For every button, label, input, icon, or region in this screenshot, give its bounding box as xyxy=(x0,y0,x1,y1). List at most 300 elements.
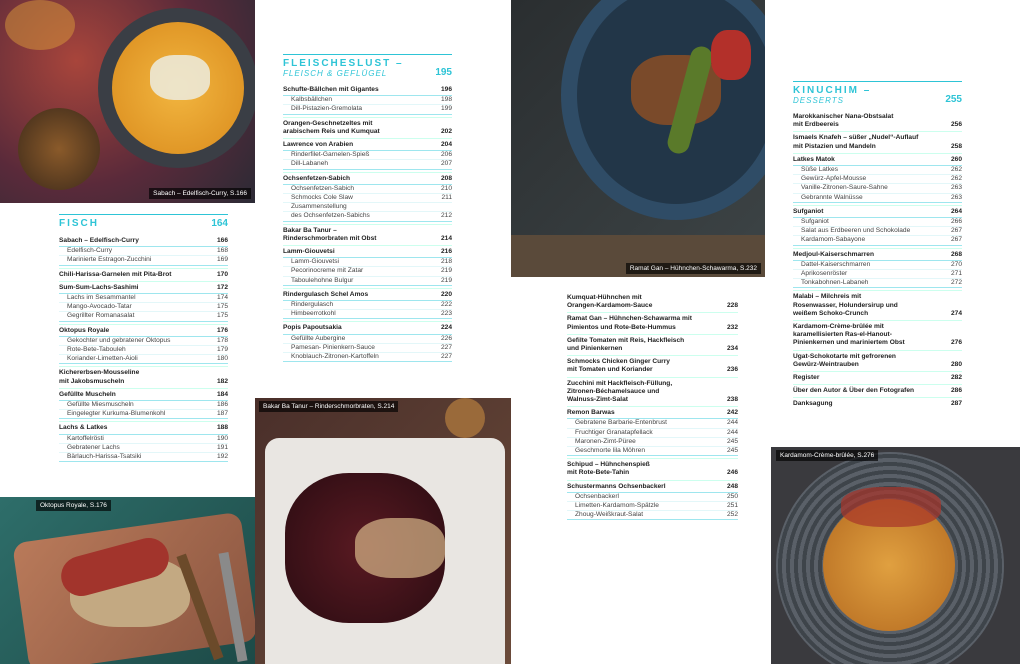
toc-entry-title: und Pinienkernen xyxy=(567,345,623,353)
toc-entry xyxy=(793,302,962,310)
toc-sub-entry-page: 245 xyxy=(726,447,738,455)
toc-sub-entry xyxy=(567,493,738,502)
toc-group xyxy=(59,388,228,420)
toc-group xyxy=(793,397,962,408)
toc-sub-entry xyxy=(793,227,962,236)
toc-sub-entry-title: Gebrannte Walnüsse xyxy=(801,193,863,201)
toc-group xyxy=(59,281,228,322)
toc-group xyxy=(59,421,228,462)
toc-entry xyxy=(793,121,962,129)
toc-sub-entry-page: 219 xyxy=(440,267,452,275)
toc-sub-entry xyxy=(793,270,962,279)
toc-sub-entry-title: Koriander-Limetten-Aioli xyxy=(67,355,138,363)
toc-entry xyxy=(567,302,738,310)
toc-entry-title: karamellisierten Ras-el-Hanout- xyxy=(793,331,892,339)
toc-sub-entry-page: 168 xyxy=(216,247,228,255)
toc-entry-title: Über den Autor & Über den Fotografen xyxy=(793,387,915,395)
toc-entry xyxy=(793,353,962,361)
toc-sub-entry-page: 175 xyxy=(216,303,228,311)
toc-group xyxy=(283,84,452,115)
toc-group xyxy=(59,366,228,385)
toc-sub-entry-page: 175 xyxy=(216,312,228,320)
toc-entry-title: Sufganiot xyxy=(793,207,824,215)
toc-entry-title: mit Erdbeereis xyxy=(793,121,839,129)
toc-entry xyxy=(283,235,452,243)
toc-entry-title: Rinderschmorbraten mit Obst xyxy=(283,234,377,242)
toc-sub-entry-page: 190 xyxy=(216,434,228,442)
toc-group xyxy=(793,111,962,129)
toc-group xyxy=(793,384,962,395)
toc-sub-entry xyxy=(567,419,738,428)
photo-bakar-ba-tanur xyxy=(255,398,511,664)
toc-entry-title: Register xyxy=(793,374,820,382)
toc-sub-entry-title: Lamm-Giouvetsi xyxy=(291,258,340,266)
toc-sub-entry-title: Vanille-Zitronen-Saure-Sahne xyxy=(801,184,888,192)
toc-sub-entry-title: Edelfisch-Curry xyxy=(67,247,113,255)
toc-entry-page: 216 xyxy=(440,248,452,256)
toc-entry-title: Schufte-Bällchen mit Gigantes xyxy=(283,86,379,93)
toc-entry xyxy=(793,387,962,395)
toc-sub-entry-title: Rindergulasch xyxy=(291,301,334,309)
toc-sub-entry-title: Rote-Bete-Tabouleh xyxy=(67,346,126,354)
toc-entry xyxy=(567,337,738,345)
toc-entry-title: Lamm-Giouvetsi xyxy=(283,248,335,256)
toc-entry xyxy=(59,284,228,292)
toc-sub-entry xyxy=(283,301,452,310)
toc-sub-entry-page: 206 xyxy=(440,151,452,159)
toc-group xyxy=(567,334,738,353)
toc-entry xyxy=(59,271,228,279)
toc-entry-title: Ismaels Knafeh – süßer „Nudel“-Auflauf xyxy=(793,134,919,142)
toc-sub-entry-title: Geschmorte lila Möhren xyxy=(575,447,645,455)
toc-entry-page: 232 xyxy=(726,323,738,331)
photo-caption: Kardamom-Crème-brûlée, S.276 xyxy=(776,450,878,461)
toc-group xyxy=(567,480,738,521)
toc-entry xyxy=(567,366,738,374)
toc-entry-title: Zucchini mit Hackfleisch-Füllung, xyxy=(567,379,673,387)
toc-sub-entry xyxy=(283,258,452,267)
toc-sub-entry-page: 218 xyxy=(440,258,452,266)
toc-group xyxy=(567,355,738,374)
toc-sub-entry-title: Dill-Labaneh xyxy=(291,160,329,168)
toc-entries xyxy=(793,111,962,409)
toc-entry-title: Walnuss-Zimt-Salat xyxy=(567,396,628,404)
toc-entry-page: 258 xyxy=(950,142,962,150)
section-header xyxy=(793,81,962,105)
toc-entry-page: 260 xyxy=(950,155,962,163)
toc-sub-entry-title: Maronen-Zimt-Püree xyxy=(575,437,636,445)
toc-sub-list xyxy=(59,246,228,265)
toc-section-fleisch xyxy=(283,54,452,364)
toc-sub-entry xyxy=(283,344,452,353)
toc-entry-title: Ochsenfetzen-Sabich xyxy=(283,174,351,182)
toc-sub-entry-page: 271 xyxy=(950,270,962,278)
toc-sub-entry-page: 212 xyxy=(440,212,452,220)
toc-group xyxy=(793,350,962,369)
toc-group xyxy=(283,224,452,243)
toc-entry xyxy=(567,396,738,404)
toc-entry-title: Remon Barwas xyxy=(567,409,615,417)
toc-sub-entry xyxy=(283,203,452,212)
toc-sub-list xyxy=(567,492,738,521)
toc-sub-entry-title: Gefüllte Aubergine xyxy=(291,334,346,342)
toc-sub-entry-page: 174 xyxy=(216,294,228,302)
toc-entry xyxy=(59,424,228,432)
toc-sub-entry-page: 270 xyxy=(950,260,962,268)
toc-sub-list xyxy=(793,260,962,289)
toc-sub-list xyxy=(283,150,452,169)
toc-sub-entry-page: 227 xyxy=(440,353,452,361)
toc-sub-entry-title: Fruchtiger Granatapfellack xyxy=(575,428,653,436)
toc-group xyxy=(793,320,962,348)
section-title: FISCH xyxy=(59,218,99,229)
toc-section-kinuchim xyxy=(793,81,962,409)
toc-entry-page: 264 xyxy=(950,207,962,215)
toc-sub-entry-page: 186 xyxy=(216,401,228,409)
toc-sub-entry-page: 244 xyxy=(726,419,738,427)
toc-sub-list xyxy=(793,217,962,246)
toc-sub-entry xyxy=(283,212,452,220)
toc-sub-entry-page: 179 xyxy=(216,346,228,354)
toc-entry-title: Ramat Gan – Hühnchen-Schawarma mit xyxy=(567,315,692,323)
toc-sub-entry xyxy=(283,160,452,168)
toc-entry-page: 202 xyxy=(440,127,452,135)
toc-entry xyxy=(567,345,738,353)
toc-sub-entry-title: Gekochter und gebratener Oktopus xyxy=(67,336,171,344)
toc-entry xyxy=(793,361,962,369)
toc-sub-entry-page: 169 xyxy=(216,256,228,264)
toc-entry xyxy=(567,469,738,477)
toc-sub-entry-title: Dill-Pistazien-Gremolata xyxy=(291,105,363,113)
photo-caption: Bakar Ba Tanur – Rinderschmorbraten, S.214 xyxy=(259,401,398,412)
toc-sub-entry xyxy=(59,401,228,410)
toc-sub-entry-title: Limetten-Kardamom-Spätzle xyxy=(575,502,659,510)
toc-sub-entry-page: 187 xyxy=(216,410,228,418)
toc-entry-page: 236 xyxy=(726,366,738,374)
toc-sub-list xyxy=(567,418,738,456)
toc-entry-page: 204 xyxy=(440,141,452,149)
toc-sub-entry-title: Rinderfilet-Garnelen-Spieß xyxy=(291,151,370,159)
toc-group xyxy=(283,117,452,136)
toc-sub-entry-page: 198 xyxy=(440,96,452,104)
toc-entry-title: mit Rote-Bete-Tahin xyxy=(567,469,630,477)
toc-sub-list xyxy=(59,293,228,322)
toc-sub-entry xyxy=(567,502,738,511)
section-subtitle: DESSERTS xyxy=(793,96,844,105)
toc-sub-entry xyxy=(793,218,962,227)
toc-group xyxy=(59,268,228,279)
toc-sub-entry-page: 266 xyxy=(950,218,962,226)
toc-entries xyxy=(283,84,452,362)
toc-sub-entry xyxy=(567,429,738,438)
toc-entry xyxy=(793,323,962,331)
toc-entry-title: Lawrence von Arabien xyxy=(283,141,354,149)
toc-entry-title: Danksagung xyxy=(793,400,833,408)
toc-sub-entry-title: Taboulehohne Bulgur xyxy=(291,276,354,284)
toc-sub-entry-page: 219 xyxy=(440,276,452,284)
toc-sub-entry xyxy=(567,438,738,447)
toc-entry xyxy=(59,391,228,399)
toc-sub-entry-page: 223 xyxy=(440,310,452,318)
toc-entry xyxy=(283,128,452,136)
toc-entry-page: 228 xyxy=(726,302,738,310)
toc-entry-title: Latkes Matok xyxy=(793,155,835,163)
toc-entry xyxy=(567,358,738,366)
toc-sub-entry-page: 252 xyxy=(726,511,738,519)
toc-sub-entry-page: 210 xyxy=(440,184,452,192)
toc-entry xyxy=(793,134,962,142)
toc-entry xyxy=(793,113,962,121)
toc-sub-list xyxy=(59,434,228,463)
toc-entry xyxy=(283,291,452,299)
toc-entry-page: 182 xyxy=(216,377,228,385)
toc-entry-title: mit Pistazien und Mandeln xyxy=(793,142,876,150)
toc-entry xyxy=(567,324,738,332)
toc-entry xyxy=(793,331,962,339)
toc-sub-entry-page: 199 xyxy=(440,105,452,113)
toc-entry xyxy=(567,483,738,491)
toc-sub-entry xyxy=(59,444,228,453)
toc-sub-entry-title: Gebratener Lachs xyxy=(67,443,120,451)
toc-sub-entry xyxy=(59,247,228,256)
toc-sub-entry xyxy=(283,277,452,285)
toc-sub-entry xyxy=(283,185,452,194)
toc-entry-title: Gefilte Tomaten mit Reis, Hackfleisch xyxy=(567,336,685,344)
toc-sub-entry xyxy=(793,175,962,184)
toc-entry-title: Schmocks Chicken Ginger Curry xyxy=(567,358,670,366)
toc-sub-entry-title: Mango-Avocado-Tatar xyxy=(67,303,132,311)
toc-entry-title: Rosenwasser, Holundersirup und xyxy=(793,301,898,309)
toc-sub-entry-page: 250 xyxy=(726,492,738,500)
toc-sub-entry-page: 192 xyxy=(216,453,228,461)
toc-entry-title: Orangen-Kardamom-Sauce xyxy=(567,302,653,310)
toc-sub-entry-title: des Ochsenfetzen-Sabichs xyxy=(291,212,370,220)
toc-entry xyxy=(283,227,452,235)
toc-sub-entry xyxy=(283,96,452,105)
toc-entry xyxy=(793,374,962,382)
toc-sub-entry xyxy=(283,353,452,361)
toc-section-fleisch-continued xyxy=(567,290,738,522)
toc-sub-entry-title: Pamesan- Pinienkern-Sauce xyxy=(291,343,375,351)
toc-entry-page: 286 xyxy=(950,387,962,395)
toc-sub-entry-title: Süße Latkes xyxy=(801,166,839,174)
toc-entry-page: 170 xyxy=(216,270,228,278)
section-page: 195 xyxy=(435,67,452,78)
toc-sub-entry xyxy=(283,194,452,203)
toc-sub-entry-title: Dattel-Kaiserschmarren xyxy=(801,260,871,268)
toc-entry xyxy=(793,400,962,408)
photo-kardamom-creme-brulee xyxy=(771,447,1020,664)
toc-sub-entry-page: 262 xyxy=(950,175,962,183)
toc-entry xyxy=(59,327,228,335)
toc-sub-entry xyxy=(283,151,452,160)
toc-sub-entry xyxy=(567,511,738,519)
toc-entry-title: Rindergulasch Schel Amos xyxy=(283,290,369,298)
toc-entry-title: Chili-Harissa-Garnelen mit Pita-Brot xyxy=(59,270,172,278)
toc-entry-title: mit Jakobsmuscheln xyxy=(59,377,125,385)
toc-entry xyxy=(59,369,228,377)
toc-group xyxy=(567,406,738,456)
toc-sub-entry-title: Zusammenstellung xyxy=(291,203,347,211)
toc-entry xyxy=(283,324,452,332)
toc-sub-entry xyxy=(59,294,228,303)
toc-sub-entry-page: 263 xyxy=(950,193,962,201)
toc-sub-entry xyxy=(283,335,452,344)
toc-sub-entry-page: 211 xyxy=(441,194,452,202)
toc-sub-list xyxy=(283,257,452,286)
toc-entry xyxy=(567,380,738,388)
toc-entry-title: Bakar Ba Tanur – xyxy=(283,226,337,234)
toc-entry xyxy=(793,156,962,164)
toc-entry-title: Kardamom-Crème-brûlée mit xyxy=(793,323,884,331)
toc-sub-entry-title: Kalbsbällchen xyxy=(291,96,333,104)
toc-sub-entry xyxy=(59,410,228,418)
toc-group xyxy=(567,458,738,477)
toc-sub-entry-title: Ochsenbackerl xyxy=(575,492,619,500)
toc-sub-entry-title: Gegrillter Romanasalat xyxy=(67,312,135,320)
photo-caption: Oktopus Royale, S.176 xyxy=(36,500,111,511)
section-page: 255 xyxy=(945,94,962,105)
toc-sub-entry xyxy=(793,236,962,244)
toc-sub-entry-title: Zhoug-Weißkraut-Salat xyxy=(575,511,644,519)
toc-sub-entry-title: Pecorinocreme mit Zatar xyxy=(291,267,364,275)
toc-sub-list xyxy=(793,165,962,203)
toc-sub-list xyxy=(283,184,452,222)
toc-group xyxy=(283,138,452,170)
toc-group xyxy=(283,172,452,222)
toc-sub-entry-title: Kardamom-Sabayone xyxy=(801,236,866,244)
toc-sub-entry-page: 226 xyxy=(440,334,452,342)
toc-entry-page: 246 xyxy=(726,469,738,477)
toc-sub-list xyxy=(59,400,228,419)
toc-entry-page: 282 xyxy=(950,374,962,382)
toc-sub-entry xyxy=(793,184,962,193)
toc-sub-entry xyxy=(59,453,228,461)
photo-oktopus-royale xyxy=(0,497,255,664)
section-title: KINUCHIM – xyxy=(793,85,872,96)
toc-group xyxy=(59,235,228,266)
toc-sub-entry xyxy=(793,279,962,287)
toc-entry-title: Oktopus Royale xyxy=(59,326,110,334)
toc-entry xyxy=(793,143,962,151)
toc-entry xyxy=(567,461,738,469)
photo-sabach-curry xyxy=(0,0,255,203)
section-page: 164 xyxy=(211,218,228,229)
toc-sub-entry-title: Gebratene Barbarie-Entenbrust xyxy=(575,419,668,427)
toc-sub-entry-title: Lachs im Sesammantel xyxy=(67,294,136,302)
toc-section-fisch xyxy=(59,214,228,464)
toc-sub-entry-title: Bärlauch-Harissa-Tsatsiki xyxy=(67,453,142,461)
toc-sub-entry xyxy=(59,303,228,312)
toc-entry-title: Lachs & Latkes xyxy=(59,424,108,432)
toc-entry-title: Marokkanischer Nana-Obstsalat xyxy=(793,113,894,120)
toc-entry xyxy=(283,141,452,149)
toc-entry xyxy=(59,378,228,386)
toc-sub-entry-page: 178 xyxy=(216,336,228,344)
toc-entry-page: 224 xyxy=(440,324,452,332)
toc-sub-entry-page: 267 xyxy=(950,227,962,235)
toc-sub-entry-title: Marinierte Estragon-Zucchini xyxy=(67,256,152,264)
toc-sub-entry xyxy=(793,194,962,202)
toc-sub-entry-title: Gewürz-Apfel-Mousse xyxy=(801,175,867,183)
toc-group xyxy=(567,377,738,405)
photo-caption: Ramat Gan – Hühnchen-Schawarma, S.232 xyxy=(626,263,761,274)
toc-group xyxy=(567,312,738,331)
toc-entry-page: 274 xyxy=(950,309,962,317)
toc-entry xyxy=(793,208,962,216)
toc-entry-page: 166 xyxy=(216,237,228,244)
toc-sub-entry-title: Kartoffelrösti xyxy=(67,434,104,442)
toc-entry-page: 276 xyxy=(950,339,962,347)
toc-entry-page: 256 xyxy=(950,121,962,129)
toc-entry-title: arabischem Reis und Kumquat xyxy=(283,127,380,135)
toc-sub-entry xyxy=(59,256,228,264)
toc-entry-title: Sum-Sum-Lachs-Sashimi xyxy=(59,283,139,291)
toc-group xyxy=(567,292,738,310)
toc-sub-list xyxy=(283,95,452,114)
toc-entry xyxy=(567,315,738,323)
toc-group xyxy=(793,371,962,382)
toc-sub-entry xyxy=(283,267,452,276)
toc-sub-list xyxy=(283,300,452,319)
toc-entry-page: 220 xyxy=(440,290,452,298)
toc-sub-entry-page: 263 xyxy=(950,184,962,192)
toc-group xyxy=(793,131,962,150)
toc-group xyxy=(793,153,962,203)
toc-sub-entry xyxy=(567,447,738,455)
photo-ramat-gan xyxy=(511,0,765,277)
toc-entry-title: Gewürz-Weintrauben xyxy=(793,360,859,368)
section-title: FLEISCHESLUST – xyxy=(283,58,404,69)
toc-entry-page: 234 xyxy=(726,345,738,353)
toc-entry xyxy=(793,310,962,318)
toc-entry-title: Ugat-Schokotarte mit gefrorenen xyxy=(793,352,896,360)
toc-group xyxy=(793,290,962,318)
toc-sub-list xyxy=(283,334,452,363)
toc-sub-entry-page: 251 xyxy=(726,502,738,510)
toc-sub-entry xyxy=(283,310,452,318)
toc-entry-page: 242 xyxy=(726,409,738,417)
toc-group xyxy=(283,321,452,362)
toc-entries xyxy=(567,292,738,520)
toc-sub-entry xyxy=(59,435,228,444)
toc-entry xyxy=(283,86,452,94)
toc-entry xyxy=(567,409,738,417)
toc-sub-entry-title: Himbeerrotkohl xyxy=(291,310,336,318)
toc-entry xyxy=(793,293,962,301)
toc-sub-entry-page: 227 xyxy=(440,343,452,351)
toc-entry-page: 188 xyxy=(216,424,228,432)
toc-sub-entry-page: 207 xyxy=(440,160,452,168)
photo-caption: Sabach – Edelfisch-Curry, S.166 xyxy=(149,188,251,199)
toc-entry-title: Schustermanns Ochsenbackerl xyxy=(567,482,666,490)
toc-sub-entry-page: 272 xyxy=(950,279,962,287)
toc-sub-entry xyxy=(59,346,228,355)
toc-sub-entry-title: Sufganiot xyxy=(801,218,829,226)
toc-sub-entry-title: Ochsenfetzen-Sabich xyxy=(291,184,355,192)
toc-sub-list xyxy=(59,336,228,365)
toc-entry-title: mit Tomaten und Koriander xyxy=(567,366,653,374)
section-subtitle: FLEISCH & GEFLÜGEL xyxy=(283,69,388,78)
toc-group xyxy=(59,324,228,365)
toc-sub-entry-page: 245 xyxy=(726,437,738,445)
toc-sub-entry-title: Knoblauch-Zitronen-Kartoffeln xyxy=(291,353,379,361)
toc-entry xyxy=(567,294,738,302)
toc-entry-page: 280 xyxy=(950,360,962,368)
toc-sub-entry-page: 244 xyxy=(726,428,738,436)
toc-sub-entry xyxy=(59,355,228,363)
toc-sub-entry xyxy=(793,166,962,175)
